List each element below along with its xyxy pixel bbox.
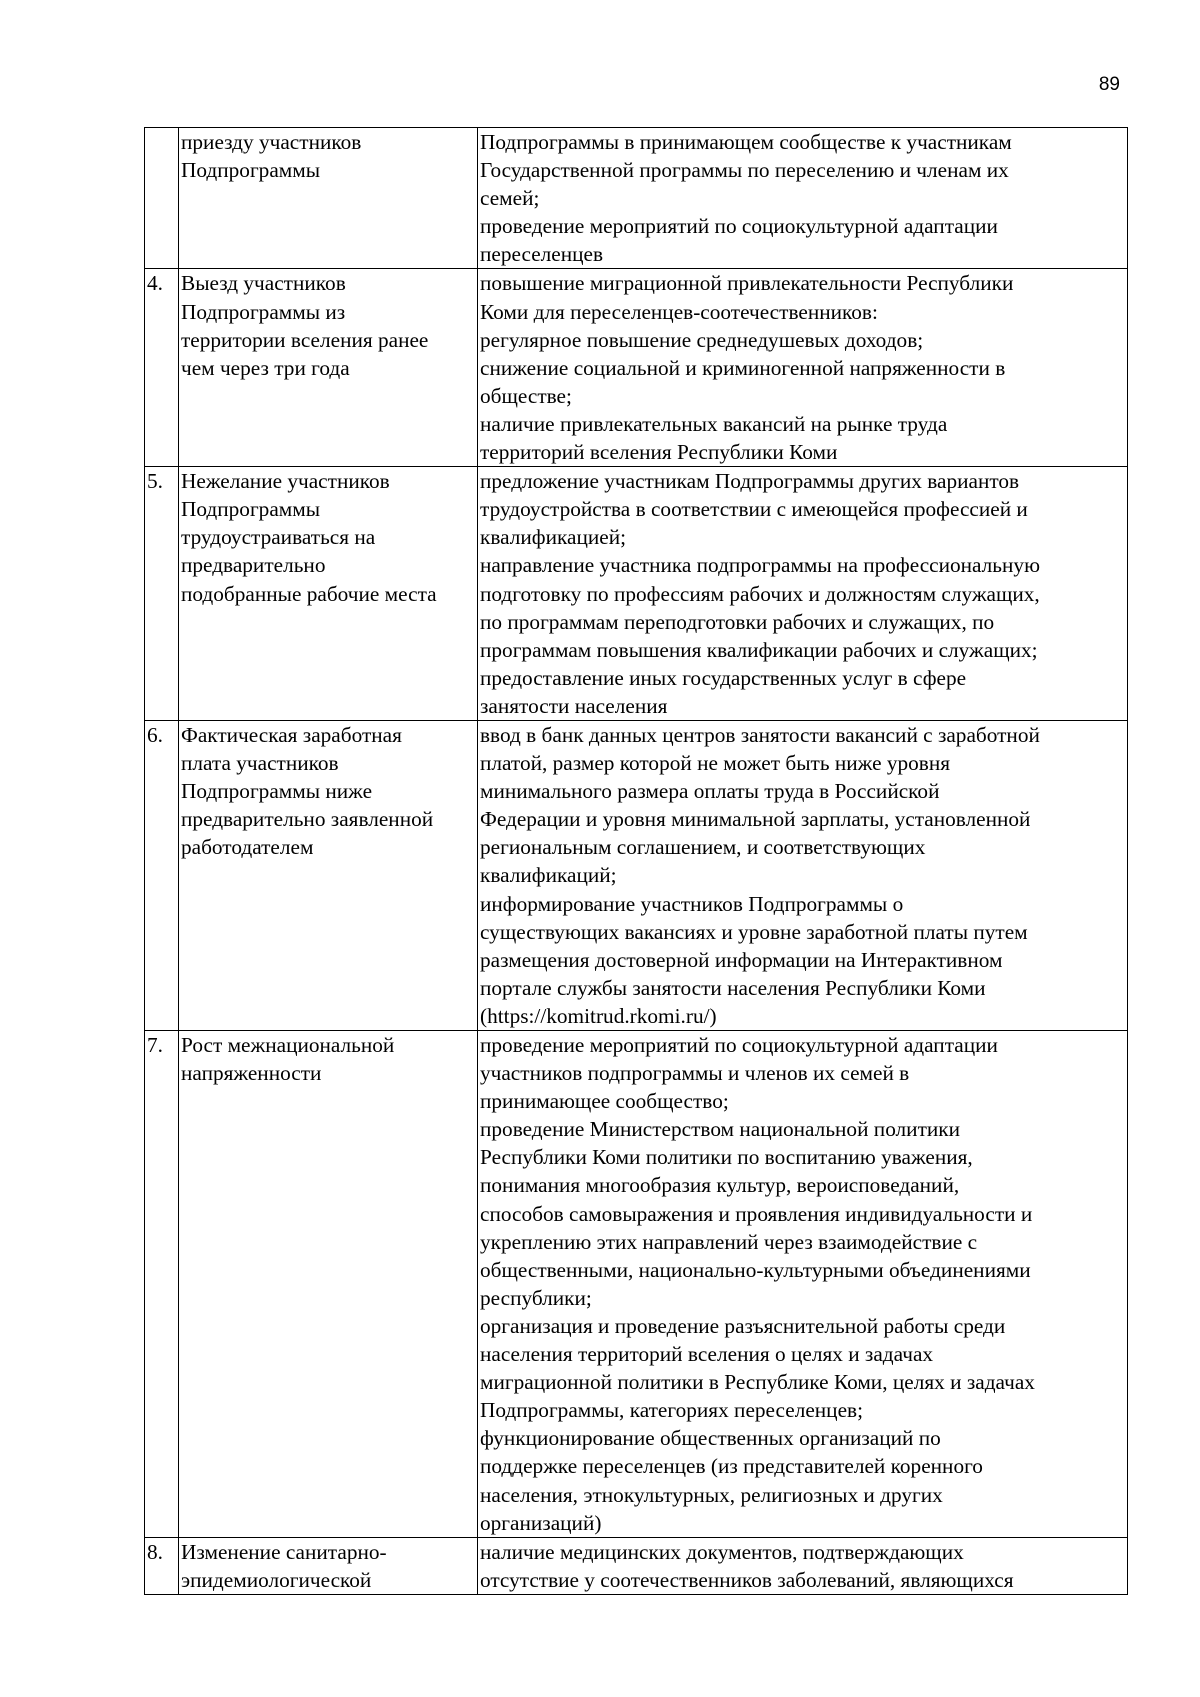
measures-cell [478, 1031, 1128, 1538]
measure-text-line: ввод в банк данных центров занятости вакансий с заработной [480, 722, 1040, 747]
measures-cell [478, 467, 1128, 721]
measure-text-line: информирование участников Подпрограммы о [480, 891, 904, 916]
table-row [145, 128, 1128, 269]
measure-text-line: Подпрограммы в принимающем сообществе к участникам [480, 130, 1012, 154]
measures-cell [478, 1537, 1128, 1594]
row-number-cell [145, 128, 179, 269]
measure-text-line: повышение миграционной привлекательности Республики [480, 271, 1014, 296]
measure-text-line: семей; [480, 186, 540, 211]
measure-text-line: снижение социальной и криминогенной напряженности в [480, 355, 1006, 380]
row-number-cell [145, 1537, 179, 1594]
risk-cell [179, 1031, 478, 1538]
measure-text-line: минимального размера оплаты труда в Российской [480, 779, 940, 804]
measure-text-line: (https://komitrud.rkomi.ru/) [480, 1003, 717, 1028]
risk-text-line: предварительно [181, 553, 326, 578]
measure-text-line: трудоустройства в соответствии с имеющейся профессией и [480, 497, 1028, 522]
table-row [145, 1537, 1128, 1594]
measure-text-line: предоставление иных государственных услуг в сфере [480, 665, 967, 690]
measure-text-line: по программам переподготовки рабочих и служащих, по [480, 609, 995, 634]
measure-text-line: платой, размер которой не может быть ниже уровня [480, 751, 951, 776]
measure-text-line: предложение участникам Подпрограммы других вариантов [480, 469, 1020, 494]
measures-cell [478, 128, 1128, 269]
measure-text-line: портале службы занятости населения Республики Коми [480, 975, 986, 1000]
measure-text-line: квалификацией; [480, 525, 627, 550]
measure-text-line: региональным соглашением, и соответствующих [480, 835, 926, 860]
measure-text-line: способов самовыражения и проявления индивидуальности и [480, 1201, 1033, 1226]
risk-text-line: эпидемиологической [181, 1567, 372, 1592]
measure-text-line: размещения достоверной информации на Интерактивном [480, 947, 1003, 972]
risk-text-line: предварительно заявленной [181, 807, 434, 832]
measure-text-line: существующих вакансиях и уровне заработной платы путем [480, 919, 1028, 944]
measures-cell [478, 720, 1128, 1030]
risk-cell [179, 720, 478, 1030]
risk-text-line: Рост межнациональной [181, 1033, 395, 1057]
measure-text-line: поддержке переселенцев (из представителей коренного [480, 1454, 983, 1479]
measure-text-line: организаций) [480, 1510, 602, 1535]
measure-text-line: понимания многообразия культур, вероисповеданий, [480, 1173, 960, 1198]
measure-text-line: населения, этнокультурных, религиозных и других [480, 1482, 943, 1507]
measure-text-line: проведение Министерством национальной политики [480, 1117, 961, 1142]
risk-text-line: трудоустраиваться на [181, 525, 376, 550]
measure-text-line: подготовку по профессиям рабочих и должностям служащих, [480, 581, 1040, 606]
row-number-cell [145, 1031, 179, 1538]
risk-text-line: чем через три года [181, 355, 350, 380]
risk-text-line: плата участников [181, 751, 339, 776]
risk-text-line: Выезд участников [181, 271, 346, 296]
table-row [145, 467, 1128, 721]
measure-text-line: переселенцев [480, 242, 604, 267]
measure-text-line: республики; [480, 1285, 592, 1310]
measure-text-line: населения территорий вселения о целях и задачах [480, 1342, 934, 1367]
measure-text-line: функционирование общественных организаций по [480, 1426, 941, 1451]
measure-text-line: миграционной политики в Республике Коми, целях и задачах [480, 1370, 1035, 1395]
measure-text-line: программам повышения квалификации рабочих и служащих; [480, 637, 1038, 662]
risk-cell [179, 1537, 478, 1594]
risk-cell [179, 128, 478, 269]
risk-text-line: Подпрограммы из [181, 299, 346, 324]
measure-text-line: наличие привлекательных вакансий на рынке труда [480, 411, 948, 436]
measure-text-line: проведение мероприятий по социокультурной адаптации [480, 214, 998, 239]
table-body [145, 128, 1128, 1595]
risk-text-line: Нежелание участников [181, 469, 390, 494]
risk-text-line: Подпрограммы [181, 497, 321, 522]
row-number-cell [145, 269, 179, 467]
measure-text-line: территорий вселения Республики Коми [480, 440, 838, 465]
measure-text-line: обществе; [480, 383, 572, 408]
measure-text-line: Государственной программы по переселению и членам их [480, 158, 1009, 183]
table-row [145, 1031, 1128, 1538]
row-number: 5. [147, 469, 163, 494]
risk-text-line: Подпрограммы ниже [181, 779, 373, 804]
measure-text-line: регулярное повышение среднедушевых доходов; [480, 327, 924, 352]
risk-text-line: работодателем [181, 835, 314, 860]
row-number: 7. [147, 1033, 163, 1057]
measure-text-line: общественными, национально-культурными объединениями [480, 1257, 1031, 1282]
risk-text-line: подобранные рабочие места [181, 581, 437, 606]
measure-text-line: наличие медицинских документов, подтверждающих [480, 1539, 964, 1564]
table-row [145, 720, 1128, 1030]
row-number-cell [145, 720, 179, 1030]
table-row [145, 269, 1128, 467]
measure-text-line: отсутствие у соотечественников заболеваний, являющихся [480, 1567, 1014, 1592]
measure-text-line: направление участника подпрограммы на профессиональную [480, 553, 1040, 578]
page-number: 89 [1098, 74, 1120, 95]
risk-cell [179, 269, 478, 467]
measure-text-line: Подпрограммы, категориях переселенцев; [480, 1398, 863, 1423]
measure-text-line: Республики Коми политики по воспитанию уважения, [480, 1145, 973, 1170]
risk-text-line: Изменение санитарно- [181, 1539, 387, 1564]
measure-text-line: проведение мероприятий по социокультурной адаптации [480, 1033, 998, 1057]
measure-text-line: укреплению этих направлений через взаимодействие с [480, 1229, 978, 1254]
measure-text-line: занятости населения [480, 693, 668, 718]
measure-text-line: Коми для переселенцев-соотечественников: [480, 299, 878, 324]
risk-cell [179, 467, 478, 721]
measure-text-line: принимающее сообщество; [480, 1089, 729, 1114]
row-number: 6. [147, 722, 163, 747]
measure-text-line: Федерации и уровня минимальной зарплаты, установленной [480, 807, 1031, 832]
measure-text-line: организация и проведение разъяснительной работы среди [480, 1313, 1006, 1338]
risk-text-line: Подпрограммы [181, 158, 321, 183]
row-number-cell [145, 467, 179, 721]
risk-measures-table [144, 127, 1128, 1595]
risk-text-line: приезду участников [181, 130, 362, 154]
measure-text-line: квалификаций; [480, 863, 617, 888]
risk-text-line: напряженности [181, 1061, 322, 1086]
row-number: 4. [147, 271, 163, 296]
row-number: 8. [147, 1539, 163, 1564]
risk-text-line: Фактическая заработная [181, 722, 402, 747]
measure-text-line: участников подпрограммы и членов их семей в [480, 1061, 910, 1086]
measures-cell [478, 269, 1128, 467]
risk-text-line: территории вселения ранее [181, 327, 429, 352]
